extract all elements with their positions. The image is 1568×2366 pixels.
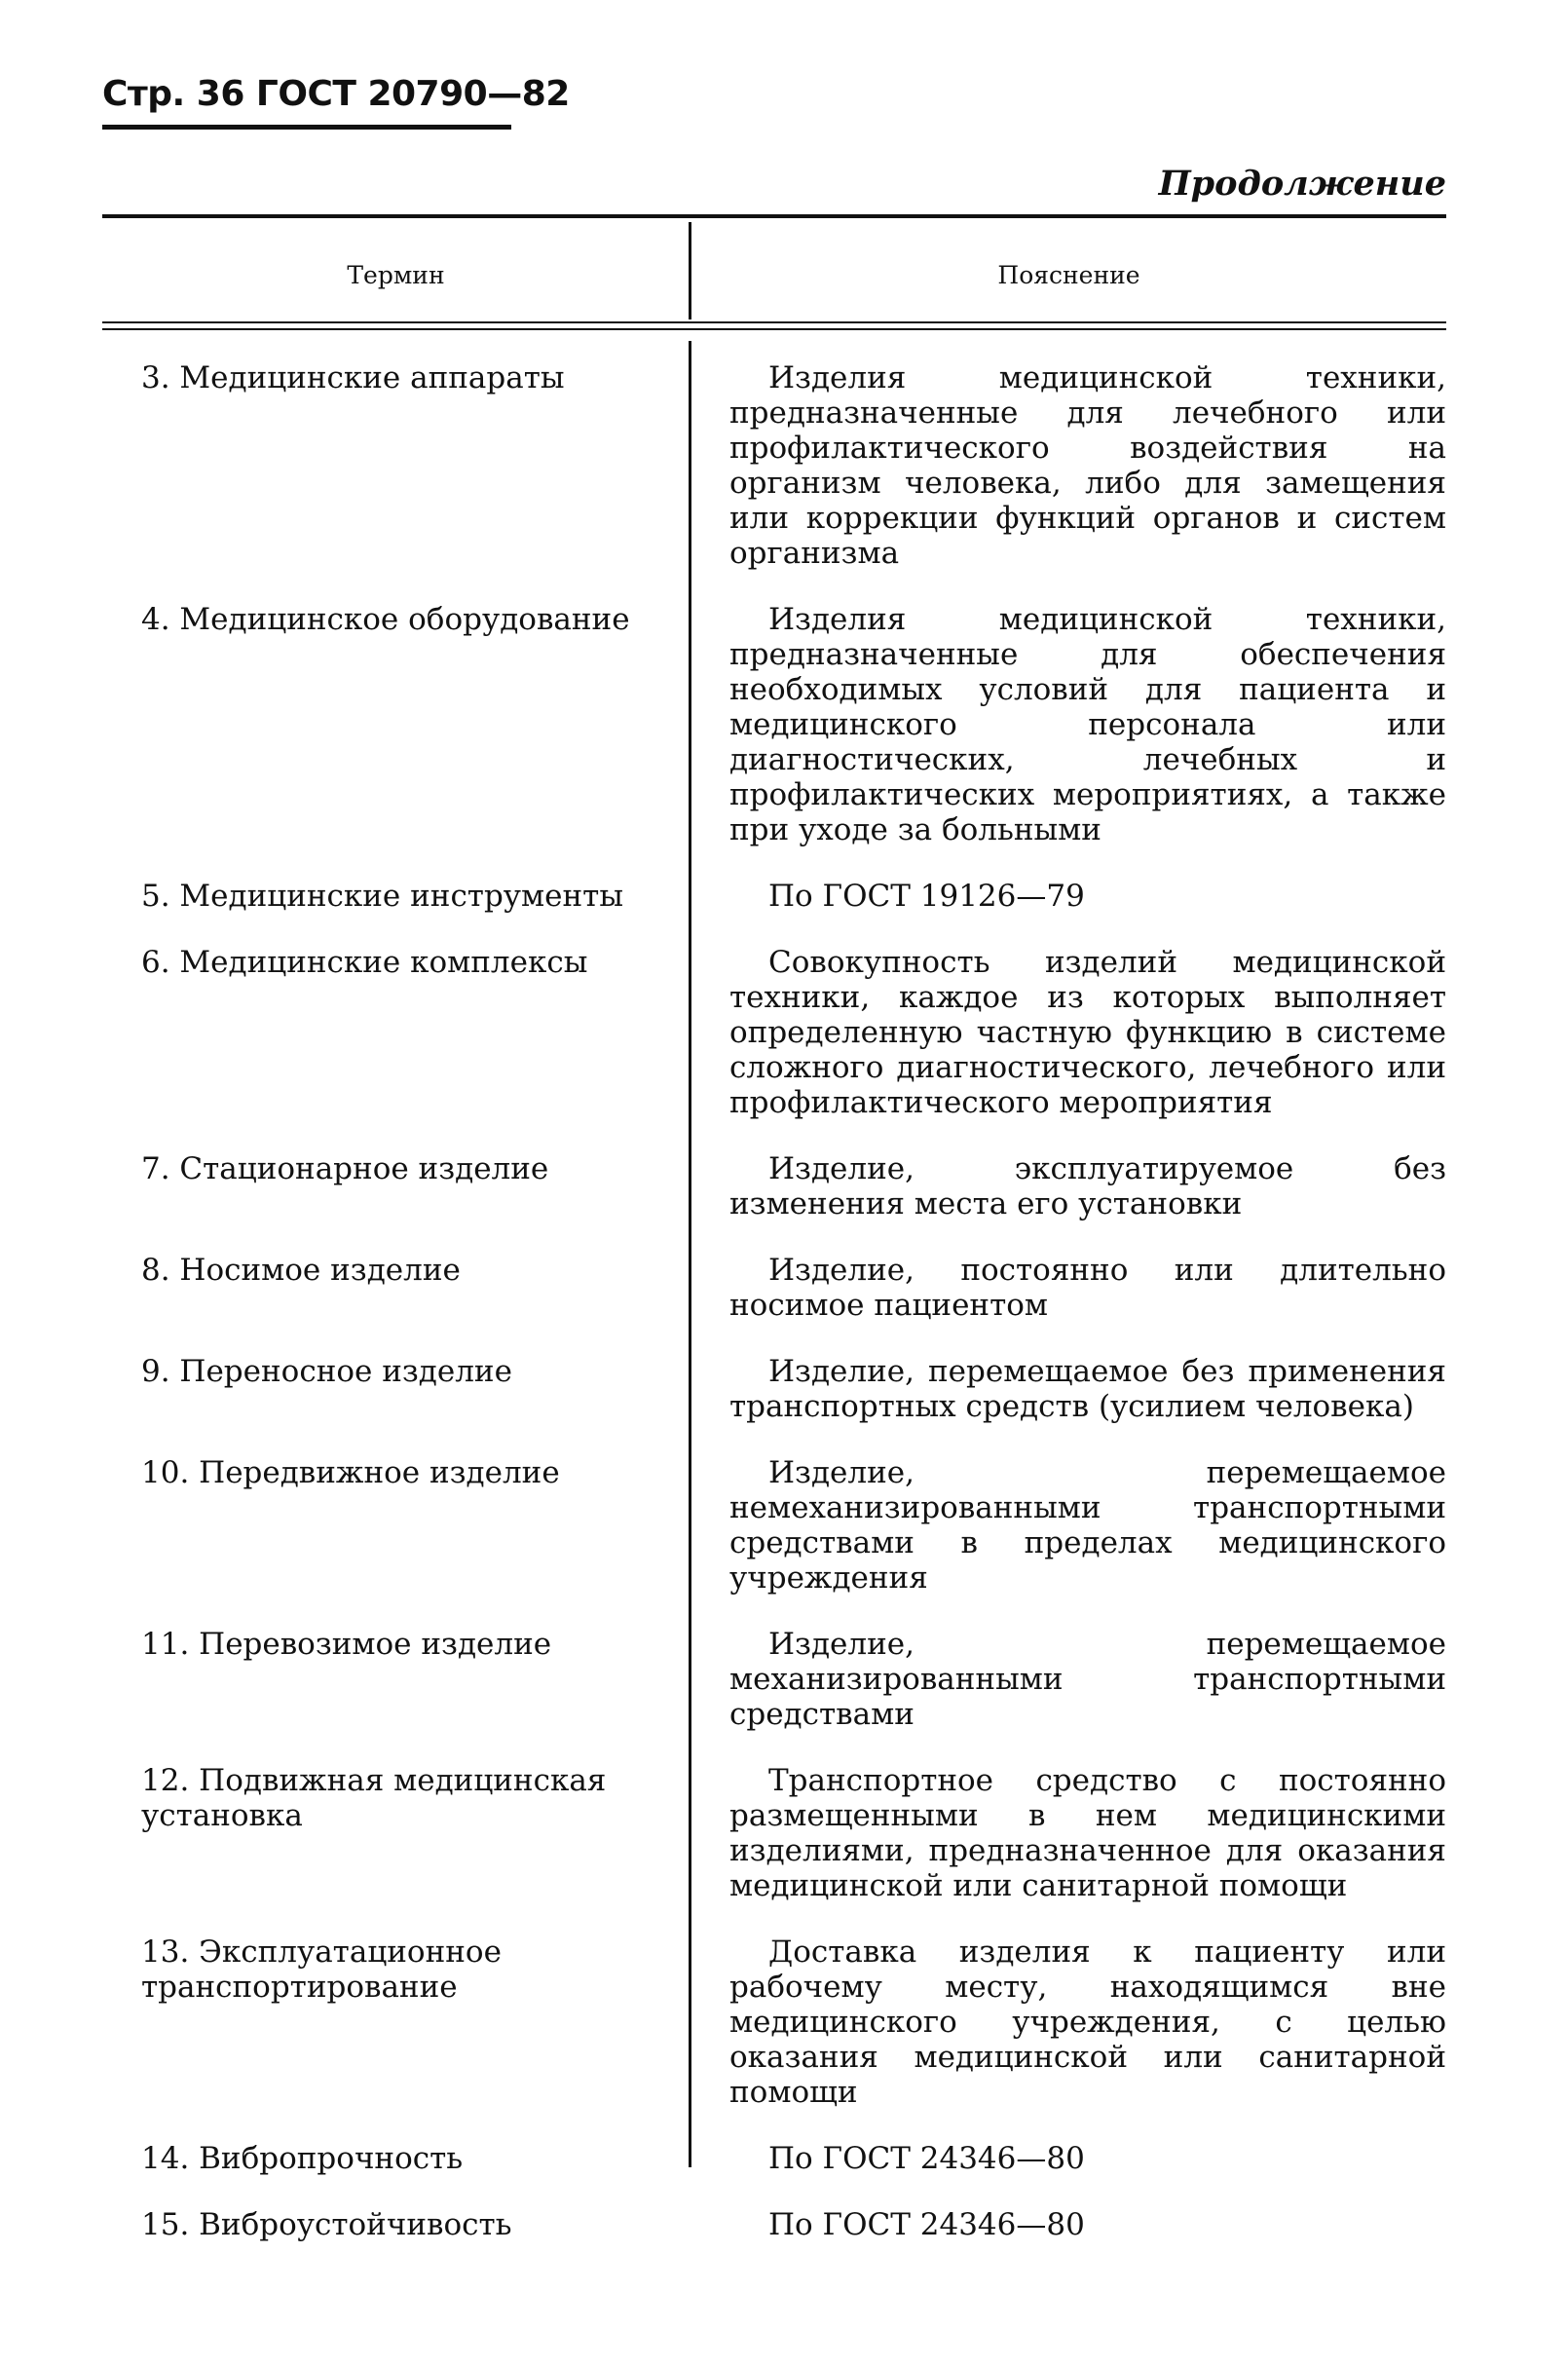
page-header: Стр. 36 ГОСТ 20790—82 <box>102 74 570 114</box>
term-cell: 4. Медицинское оборудование <box>141 602 630 637</box>
explanation-cell: Изделие, перемещаемое механизированными транспортными средствами <box>729 1627 1446 1732</box>
explanation-cell: Изделие, эксплуатируемое без изменения места его установки <box>729 1151 1446 1221</box>
explanation-cell: По ГОСТ 24346—80 <box>768 2207 1085 2242</box>
term-cell: 11. Перевозимое изделие <box>141 1627 552 1662</box>
explanation-cell: По ГОСТ 19126—79 <box>768 879 1085 914</box>
term-cell: 12. Подвижная медицинская установка <box>141 1763 607 1833</box>
table-row <box>102 1455 1446 1596</box>
term-cell: 8. Носимое изделие <box>141 1253 461 1288</box>
table-row <box>102 602 1446 847</box>
header-double-rule <box>102 321 1446 323</box>
term-cell: 14. Вибропрочность <box>141 2141 464 2176</box>
table-row <box>102 1627 1446 1732</box>
column-header-explanation: Пояснение <box>997 261 1140 289</box>
term-cell: 13. Эксплуатационное транспортирование <box>141 1934 502 2005</box>
table-top-rule <box>102 214 1446 218</box>
term-cell: 10. Передвижное изделие <box>141 1455 560 1490</box>
table-row <box>102 2207 1446 2242</box>
column-separator <box>689 222 691 319</box>
terms-table-body <box>102 360 1446 2273</box>
table-row <box>102 360 1446 571</box>
column-header-term: Термин <box>347 261 445 289</box>
term-cell: 5. Медицинские инструменты <box>141 879 623 914</box>
term-cell: 7. Стационарное изделие <box>141 1151 549 1186</box>
table-row <box>102 879 1446 914</box>
explanation-cell: Доставка изделия к пациенту или рабочему месту, находящимся вне медицинского учреждения, с целью оказания медицинской или санитарной помощи <box>729 1934 1446 2110</box>
term-cell: 15. Виброустойчивость <box>141 2207 512 2242</box>
explanation-cell: Изделия медицинской техники, предназначенные для обеспечения необходимых условий для пациента и медицинского персонала или диагностических, лечебных и профилактических мероприятиях, а также при уходе за больными <box>729 602 1446 847</box>
table-row <box>102 2141 1446 2176</box>
header-double-rule <box>102 328 1446 330</box>
table-row <box>102 1253 1446 1323</box>
continuation-label: Продолжение <box>1158 164 1446 204</box>
explanation-cell: Изделия медицинской техники, предназначенные для лечебного или профилактического воздействия на организм человека, либо для замещения или коррекции функций органов и систем организма <box>729 360 1446 571</box>
explanation-cell: Изделие, перемещаемое без применения транспортных средств (усилием человека) <box>729 1354 1446 1424</box>
table-row <box>102 1354 1446 1424</box>
explanation-cell: Совокупность изделий медицинской техники, каждое из которых выполняет определенную частную функцию в системе сложного диагностического, лечебного или профилактического мероприятия <box>729 945 1446 1120</box>
term-cell: 6. Медицинские комплексы <box>141 945 588 980</box>
term-cell: 9. Переносное изделие <box>141 1354 512 1389</box>
table-row <box>102 1763 1446 1903</box>
explanation-cell: Транспортное средство с постоянно размещенными в нем медицинскими изделиями, предназначенное для оказания медицинской или санитарной помощи <box>729 1763 1446 1903</box>
table-row <box>102 1151 1446 1221</box>
explanation-cell: По ГОСТ 24346—80 <box>768 2141 1085 2176</box>
explanation-cell: Изделие, постоянно или длительно носимое пациентом <box>729 1253 1446 1323</box>
table-row <box>102 1934 1446 2110</box>
explanation-cell: Изделие, перемещаемое немеханизированными транспортными средствами в пределах медицинского учреждения <box>729 1455 1446 1596</box>
table-row <box>102 945 1446 1120</box>
term-cell: 3. Медицинские аппараты <box>141 360 565 395</box>
header-rule <box>102 125 511 130</box>
